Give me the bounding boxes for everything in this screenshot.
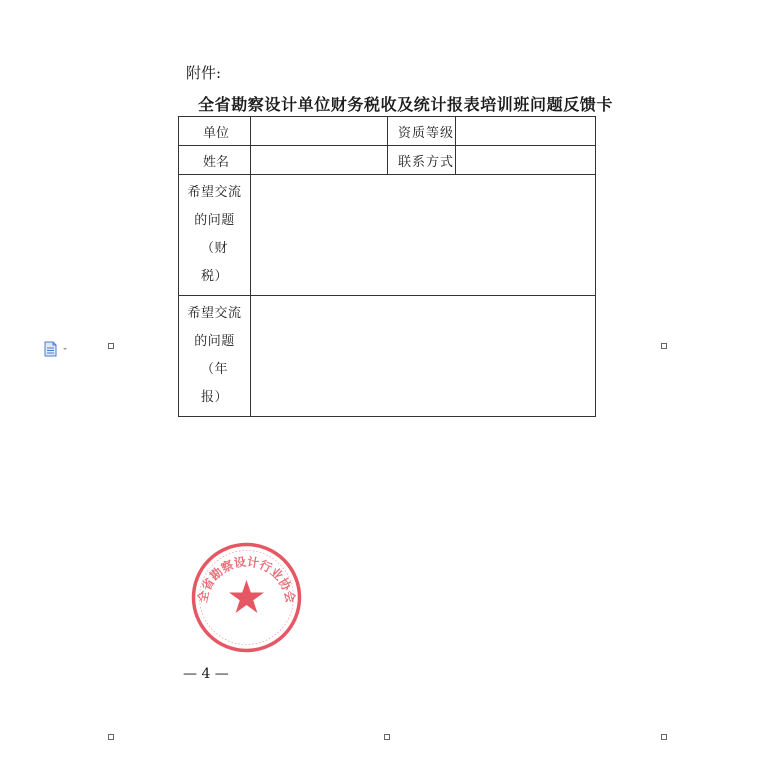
unit-label: 单位	[179, 117, 251, 146]
table-row	[179, 146, 596, 175]
question-tax-field[interactable]	[251, 175, 596, 296]
qualification-field[interactable]	[456, 117, 596, 146]
contact-label: 联系方式	[388, 146, 456, 175]
question-tax-label	[179, 175, 251, 296]
seal-text: 全省勘察设计行业协会	[195, 554, 298, 605]
question-report-line2: 的问题（年	[194, 334, 235, 377]
official-seal	[189, 540, 304, 659]
corner-marker	[384, 734, 390, 740]
question-tax-line3: 税）	[200, 269, 228, 284]
corner-marker	[661, 734, 667, 740]
document-icon[interactable]	[44, 341, 72, 361]
table-row	[179, 175, 596, 296]
corner-marker	[108, 734, 114, 740]
question-report-label	[179, 296, 251, 417]
feedback-form-table	[178, 116, 596, 417]
question-report-line1: 希望交流	[187, 306, 242, 321]
table-row	[179, 117, 596, 146]
form-title: 全省勘察设计单位财务税收及统计报表培训班问题反馈卡	[198, 95, 614, 114]
question-tax-line2: 的问题（财	[194, 213, 235, 256]
question-report-line3: 报）	[200, 390, 228, 405]
question-report-field[interactable]	[251, 296, 596, 417]
contact-field[interactable]	[456, 146, 596, 175]
corner-marker	[661, 343, 667, 349]
qualification-label: 资质等级	[388, 117, 456, 146]
corner-marker	[108, 343, 114, 349]
table-row	[179, 296, 596, 417]
name-field[interactable]	[251, 146, 388, 175]
question-tax-line1: 希望交流	[187, 185, 242, 200]
page-number: — 4 —	[183, 666, 229, 682]
attachment-label: 附件:	[186, 64, 222, 82]
unit-field[interactable]	[251, 117, 388, 146]
seal-star-icon	[229, 580, 264, 613]
name-label: 姓名	[179, 146, 251, 175]
